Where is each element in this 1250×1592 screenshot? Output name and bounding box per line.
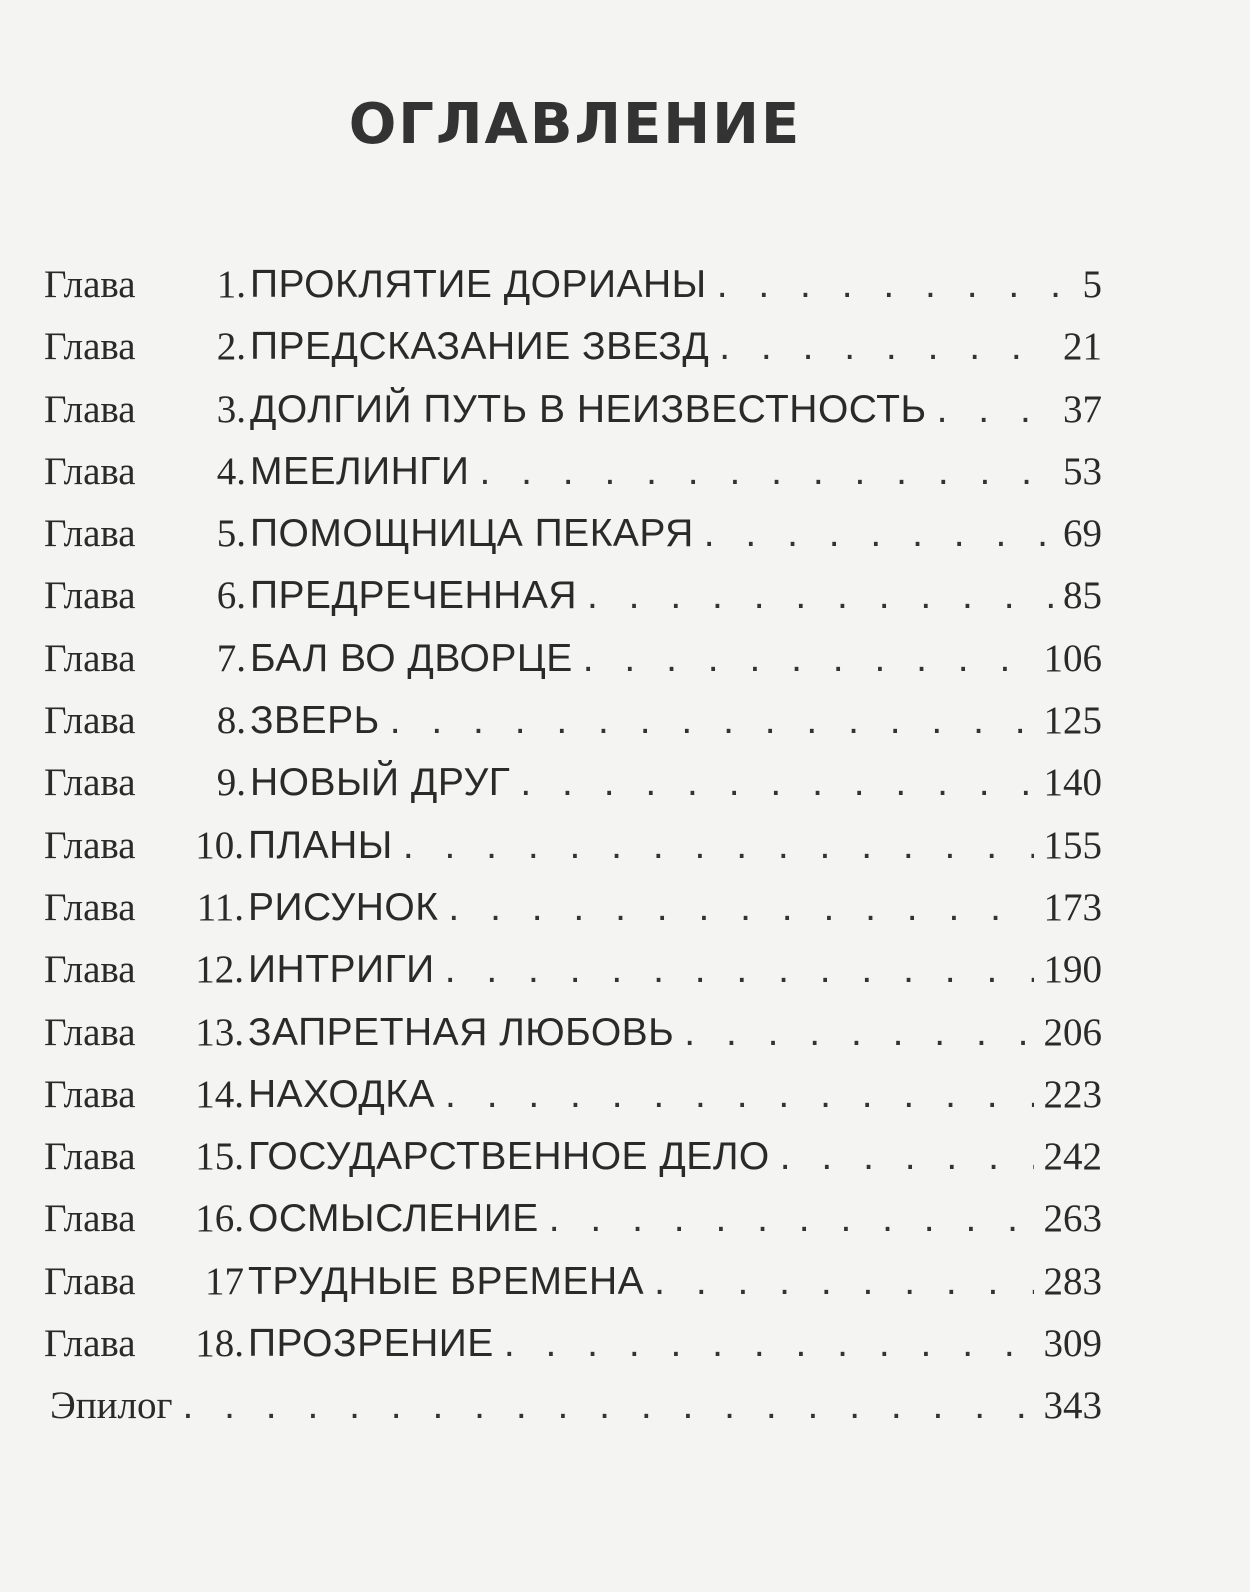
dot-leader bbox=[390, 699, 1034, 743]
chapter-title: ПОМОЩНИЦА ПЕКАРЯ bbox=[250, 512, 694, 556]
page-number: 53 bbox=[1063, 449, 1102, 493]
dot-leader bbox=[520, 761, 1033, 805]
page-number: 37 bbox=[1063, 387, 1102, 431]
dot-leader bbox=[780, 1135, 1034, 1179]
dot-leader bbox=[654, 1260, 1033, 1304]
chapter-title: ТРУДНЫЕ ВРЕМЕНА bbox=[248, 1259, 645, 1303]
chapter-title: ПРОЗРЕНИЕ bbox=[248, 1322, 494, 1366]
chapter-number: 5. bbox=[216, 512, 246, 556]
chapter-prefix: Глава bbox=[44, 1259, 136, 1303]
dot-leader bbox=[504, 1322, 1034, 1366]
dot-leader bbox=[448, 886, 1033, 930]
page-number: 190 bbox=[1043, 948, 1102, 992]
chapter-title: ЗАПРЕТНАЯ ЛЮБОВЬ bbox=[248, 1010, 675, 1054]
chapter-number: 15. bbox=[195, 1135, 244, 1179]
page-number: 283 bbox=[1043, 1259, 1102, 1303]
chapter-prefix: Глава bbox=[44, 885, 136, 929]
dot-leader bbox=[717, 263, 1073, 307]
dot-leader bbox=[549, 1197, 1034, 1241]
toc-entry bbox=[44, 823, 1102, 885]
chapter-prefix: Глава bbox=[44, 1135, 136, 1179]
toc-entry bbox=[44, 1321, 1102, 1383]
chapter-title: ДОЛГИЙ ПУТЬ В НЕИЗВЕСТНОСТЬ bbox=[250, 387, 927, 431]
toc-entry-epilog bbox=[44, 1383, 1102, 1445]
toc-entry bbox=[44, 449, 1102, 511]
page-number: 125 bbox=[1043, 699, 1102, 743]
dot-leader bbox=[583, 637, 1034, 681]
chapter-prefix: Глава bbox=[44, 574, 136, 618]
chapter-prefix: Глава bbox=[44, 512, 136, 556]
chapter-number: 14. bbox=[195, 1072, 244, 1116]
chapter-number: 10. bbox=[195, 823, 244, 867]
dot-leader bbox=[445, 1073, 1033, 1117]
chapter-prefix: Глава bbox=[44, 387, 136, 431]
chapter-prefix: Глава bbox=[44, 699, 136, 743]
toc-entry bbox=[44, 1072, 1102, 1134]
toc-entry bbox=[44, 1196, 1102, 1258]
table-of-contents bbox=[44, 262, 1102, 1446]
page-number: 223 bbox=[1043, 1072, 1102, 1116]
chapter-prefix: Глава bbox=[44, 1197, 136, 1241]
chapter-number: 12. bbox=[195, 948, 244, 992]
chapter-title: ГОСУДАРСТВЕННОЕ ДЕЛО bbox=[248, 1135, 770, 1179]
chapter-title: ПРОКЛЯТИЕ ДОРИАНЫ bbox=[250, 263, 707, 306]
chapter-title: ИНТРИГИ bbox=[248, 948, 435, 992]
toc-entry bbox=[44, 698, 1102, 760]
chapter-title: ПЛАНЫ bbox=[248, 823, 393, 867]
toc-entry bbox=[44, 573, 1102, 635]
page-number: 206 bbox=[1043, 1010, 1102, 1054]
chapter-title: ЗВЕРЬ bbox=[250, 699, 380, 743]
dot-leader bbox=[719, 325, 1053, 369]
page-number: 140 bbox=[1043, 761, 1102, 805]
chapter-title: НОВЫЙ ДРУГ bbox=[250, 761, 511, 805]
toc-entry bbox=[44, 387, 1102, 449]
chapter-prefix: Глава bbox=[44, 761, 136, 805]
page-number: 242 bbox=[1043, 1135, 1102, 1179]
chapter-number: 1. bbox=[216, 263, 246, 306]
chapter-prefix: Глава bbox=[44, 948, 136, 992]
page-number: 309 bbox=[1043, 1322, 1102, 1366]
chapter-prefix: Глава bbox=[44, 1072, 136, 1116]
toc-entry bbox=[44, 760, 1102, 822]
chapter-title: ПРЕДРЕЧЕННАЯ bbox=[250, 574, 578, 618]
page-number: 69 bbox=[1063, 512, 1102, 556]
chapter-title: ОСМЫСЛЕНИЕ bbox=[248, 1197, 539, 1241]
toc-entry bbox=[44, 1010, 1102, 1072]
toc-entry bbox=[44, 947, 1102, 1009]
chapter-prefix: Глава bbox=[44, 636, 136, 680]
chapter-number: 8. bbox=[216, 699, 246, 743]
chapter-number: 7. bbox=[216, 636, 246, 680]
toc-entry bbox=[44, 511, 1102, 573]
chapter-title: ПРЕДСКАЗАНИЕ ЗВЕЗД bbox=[250, 325, 710, 369]
dot-leader bbox=[403, 824, 1034, 868]
page-number: 85 bbox=[1063, 574, 1102, 618]
page-number: 343 bbox=[1043, 1384, 1102, 1428]
chapter-prefix: Глава bbox=[44, 263, 136, 306]
chapter-title: БАЛ ВО ДВОРЦЕ bbox=[250, 636, 573, 680]
page-title: ОГЛАВЛЕНИЕ bbox=[348, 92, 802, 157]
chapter-title: НАХОДКА bbox=[248, 1072, 436, 1116]
page-number: 5 bbox=[1082, 263, 1102, 306]
chapter-number: 2. bbox=[216, 325, 246, 369]
page-number: 21 bbox=[1063, 325, 1102, 369]
dot-leader bbox=[587, 574, 1053, 618]
page-number: 106 bbox=[1043, 636, 1102, 680]
chapter-prefix: Глава bbox=[44, 823, 136, 867]
epilog-label: Эпилог bbox=[50, 1384, 173, 1428]
dot-leader bbox=[704, 512, 1053, 556]
page-number: 173 bbox=[1043, 885, 1102, 929]
chapter-prefix: Глава bbox=[44, 325, 136, 369]
toc-entry bbox=[44, 885, 1102, 947]
dot-leader bbox=[684, 1011, 1033, 1055]
chapter-prefix: Глава bbox=[44, 449, 136, 493]
chapter-number: 6. bbox=[216, 574, 246, 618]
chapter-number: 3. bbox=[216, 387, 246, 431]
page-number: 263 bbox=[1043, 1197, 1102, 1241]
dot-leader bbox=[479, 450, 1053, 494]
page-number: 155 bbox=[1043, 823, 1102, 867]
chapter-number: 16. bbox=[195, 1197, 244, 1241]
toc-entry bbox=[44, 1259, 1102, 1321]
chapter-prefix: Глава bbox=[44, 1322, 136, 1366]
chapter-number: 4. bbox=[216, 449, 246, 493]
chapter-title: РИСУНОК bbox=[248, 885, 439, 929]
chapter-number: 11. bbox=[196, 885, 244, 929]
toc-entry bbox=[44, 636, 1102, 698]
toc-entry bbox=[44, 262, 1102, 324]
chapter-number: 18. bbox=[195, 1322, 244, 1366]
toc-entry bbox=[44, 1134, 1102, 1196]
dot-leader bbox=[445, 948, 1034, 992]
dot-leader bbox=[182, 1384, 1033, 1428]
chapter-prefix: Глава bbox=[44, 1010, 136, 1054]
chapter-number: 13. bbox=[195, 1010, 244, 1054]
chapter-number: 9. bbox=[216, 761, 246, 805]
dot-leader bbox=[937, 388, 1053, 432]
chapter-number: 17 bbox=[205, 1259, 244, 1303]
chapter-title: МЕЕЛИНГИ bbox=[250, 449, 470, 493]
toc-entry bbox=[44, 324, 1102, 386]
